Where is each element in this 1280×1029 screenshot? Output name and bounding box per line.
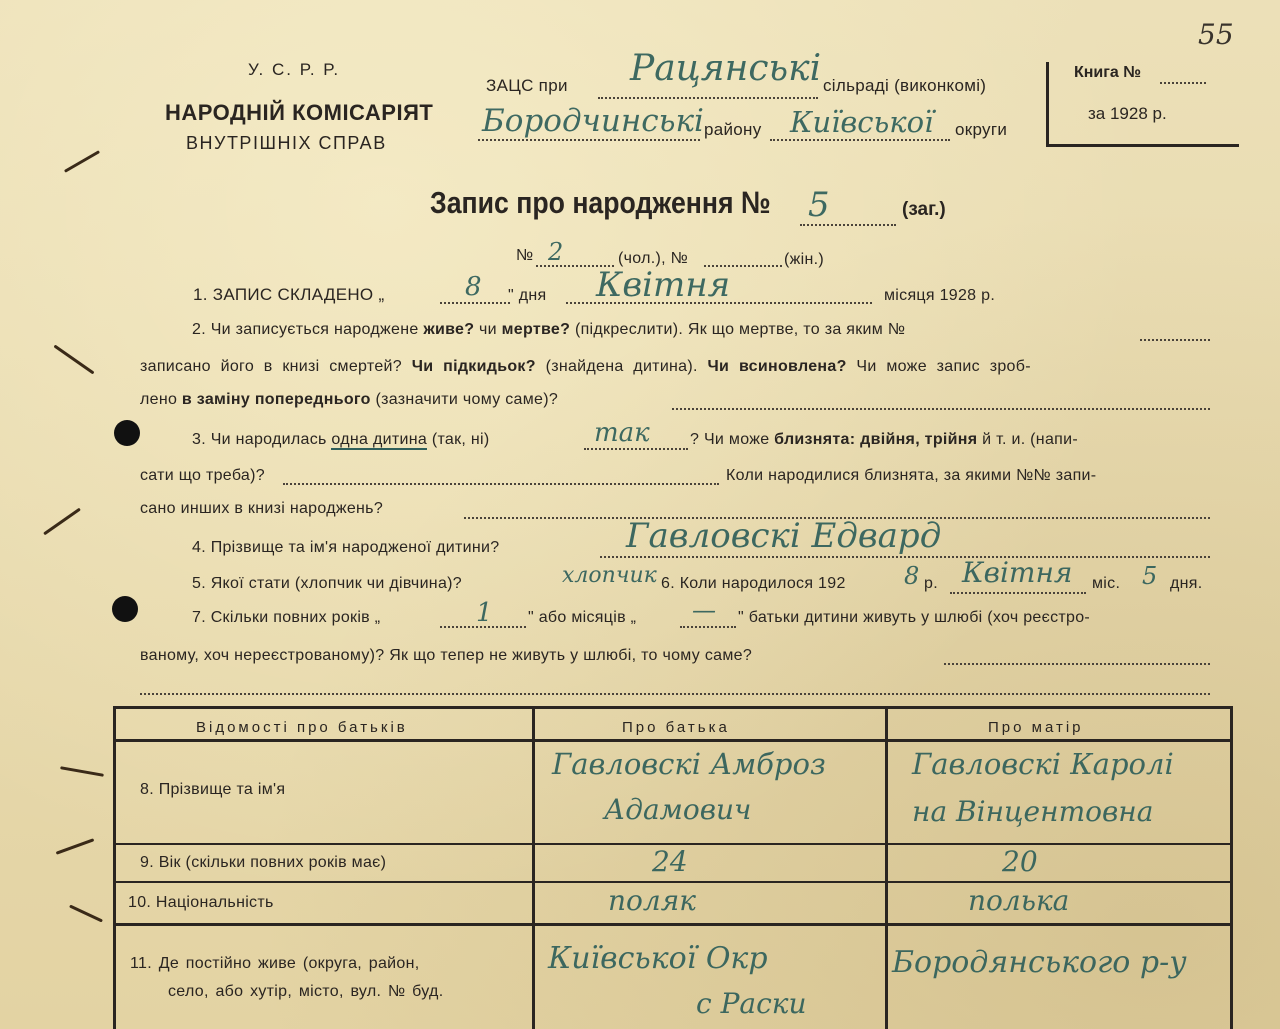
q7-line2-dotline <box>944 663 1210 665</box>
row-nationality-label: 10. Національність <box>128 894 274 911</box>
father-name-handwritten: Гавловскі Амброз <box>552 747 826 781</box>
paper-tear-6 <box>69 905 103 923</box>
q6-year-handwritten: 8 <box>904 562 920 590</box>
q5-answer-handwritten: хлопчик <box>562 563 657 588</box>
q2-text-h: Чи може запис зроб- <box>856 358 1031 375</box>
q6-year-suffix: р. <box>924 575 938 592</box>
mother-nationality-handwritten: полька <box>968 884 1070 917</box>
parents-info-table <box>113 706 1233 1029</box>
table-row-divider-2 <box>116 881 1230 883</box>
q7-line3-dotline <box>140 693 1210 695</box>
district-dotline <box>478 139 700 141</box>
q4-dotline <box>600 556 1210 558</box>
q7-text-a: 7. Скільки повних років „ <box>192 609 381 626</box>
q6-day-label: дня. <box>1170 575 1203 592</box>
book-number-dotline <box>1160 82 1206 84</box>
q1-label: 1. ЗАПИС СКЛАДЕНО „ <box>193 285 385 304</box>
q3-answer-handwritten: так <box>594 418 650 448</box>
q7-line2: ваному, хоч нереєстрованому)? Як що тепер не живуть у шлюбі, то чому саме? <box>140 647 753 664</box>
father-residence-handwritten-line2: с Раски <box>696 987 807 1020</box>
q3-line1-tail <box>690 431 1078 449</box>
table-col-divider-2 <box>885 709 888 1029</box>
paper-tear-1 <box>64 150 100 173</box>
q3-line3: сано инших в книзі народжень? <box>140 500 384 517</box>
table-row-divider-3 <box>116 923 1230 926</box>
q7-months-dotline <box>680 626 736 628</box>
q2-adopted: Чи всиновлена? <box>707 358 847 375</box>
row-name-label: 8. Прізвище та ім'я <box>140 781 286 798</box>
punch-hole-top <box>114 420 140 446</box>
table-header-divider <box>116 739 1230 742</box>
q6-label: 6. Коли народилося 192 <box>661 575 846 592</box>
father-name-handwritten-line2: Адамович <box>604 793 752 826</box>
table-header-parents: Відомості про батьків <box>196 719 408 736</box>
zags-prefix: ЗАЦС при <box>486 76 568 95</box>
q3-text-a: 3. Чи народилась <box>192 431 327 448</box>
book-label: Книга № <box>1074 64 1142 81</box>
q2-line3 <box>140 391 558 409</box>
commissariat-title: НАРОДНІЙ КОМІСАРІЯТ <box>165 100 434 125</box>
q3-twins: близнята: двійня, трійня <box>774 431 978 448</box>
q7-text-b: " або місяців „ <box>528 609 637 626</box>
table-header-mother: Про матір <box>988 719 1084 736</box>
q1-day-handwritten: 8 <box>465 272 482 302</box>
q3-text-c: (так, ні) <box>431 431 490 448</box>
q3-answer-dotline <box>584 448 688 450</box>
paper-tear-2 <box>53 345 94 375</box>
q2-text-j: (зазначити чому саме)? <box>375 391 559 408</box>
row-age-label: 9. Вік (скільки повних років має) <box>140 854 387 871</box>
q2-alive: живе? <box>423 321 475 338</box>
q7-years-handwritten: 1 <box>476 598 493 628</box>
q2-text-c: чи <box>479 321 497 338</box>
q3-text-f: й т. и. (напи- <box>982 431 1078 448</box>
mother-age-handwritten: 20 <box>1002 845 1038 878</box>
q7-months-handwritten: — <box>692 596 716 624</box>
okruha-handwritten: Київської <box>790 105 934 139</box>
father-age-handwritten: 24 <box>652 845 688 878</box>
row-residence-label-line2: село, або хутір, місто, вул. № буд. <box>168 983 444 1000</box>
q3-line1 <box>192 431 490 449</box>
mother-name-handwritten: Гавловскі Каролі <box>912 747 1174 781</box>
q6-month-handwritten: Квітня <box>962 556 1073 589</box>
q2-line1 <box>192 321 905 339</box>
male-no-label: № <box>516 247 534 264</box>
q4-answer-handwritten: Гавловскі Едвард <box>626 516 942 556</box>
male-no-handwritten: 2 <box>548 238 564 266</box>
table-col-divider-1 <box>532 709 535 1029</box>
paper-tear-3 <box>43 508 81 536</box>
commissariat-subtitle: ВНУТРІШНІХ СПРАВ <box>186 133 387 153</box>
record-number-suffix: (заг.) <box>902 199 946 220</box>
q1-month-handwritten: Квітня <box>596 265 731 305</box>
male-label: (чол.), № <box>618 250 689 267</box>
mother-residence-handwritten: Бородянського р-у <box>892 945 1187 980</box>
district-handwritten: Бородчинські <box>482 103 704 139</box>
okruha-dotline <box>770 139 950 141</box>
q3-line2-a: сати що треба)? <box>140 467 265 484</box>
q3-one-child: одна дитина <box>331 431 428 448</box>
district-suffix: району <box>704 120 762 139</box>
father-residence-handwritten: Київської Окр <box>548 941 768 976</box>
state-abbreviation: У. С. Р. Р. <box>248 60 341 79</box>
q2-text-f: записано його в книзі смертей? <box>140 358 402 375</box>
q4-label: 4. Прізвище та ім'я народженої дитини? <box>192 539 500 556</box>
paper-tear-4 <box>60 766 104 777</box>
village-council-handwritten: Рацянські <box>630 48 822 89</box>
q2-line2 <box>140 358 1031 376</box>
q3-text-d: ? Чи може <box>690 431 770 448</box>
q2-text-i: лено <box>140 391 178 408</box>
q3-line2-b: Коли народилися близнята, за якими №№ запи- <box>726 467 1097 484</box>
q2-text-g: (знайдена дитина). <box>545 358 698 375</box>
q6-day-handwritten: 5 <box>1142 562 1158 590</box>
q6-mis-label: міс. <box>1092 575 1121 592</box>
book-year: за 1928 р. <box>1088 104 1167 123</box>
record-title: Запис про народження № <box>430 185 771 220</box>
page-number-mark: 55 <box>1198 18 1234 51</box>
record-number-handwritten: 5 <box>808 185 830 225</box>
q2-replacement-dotline <box>672 408 1210 410</box>
q3-line2-dotline <box>283 483 719 485</box>
q2-dead: мертве? <box>501 321 571 338</box>
q2-text-e: (підкреслити). Як що мертве, то за яким № <box>574 321 906 338</box>
q1-day-dotline <box>440 302 510 304</box>
q1-tail: місяця 1928 р. <box>884 287 996 304</box>
q5-label: 5. Якої стати (хлопчик чи дівчина)? <box>192 575 462 592</box>
q1-day-label: " дня <box>508 287 547 304</box>
paper-tear-5 <box>56 838 95 854</box>
q2-foundling: Чи підкидьок? <box>411 358 536 375</box>
table-header-father: Про батька <box>622 719 730 736</box>
village-council-suffix: сільраді (виконкомі) <box>823 76 987 95</box>
q7-text-c: " батьки дитини живуть у шлюбі (хоч реєстро- <box>738 609 1091 626</box>
punch-hole-bottom <box>112 596 138 622</box>
mother-name-handwritten-line2: на Вінцентовна <box>912 795 1154 828</box>
female-label: (жін.) <box>784 251 824 268</box>
q6-month-dotline <box>950 592 1086 594</box>
village-council-dotline <box>598 97 818 99</box>
q2-text-a: 2. Чи записується народжене <box>192 321 419 338</box>
q2-death-no-dotline <box>1140 339 1210 341</box>
okruha-suffix: округи <box>955 120 1008 139</box>
row-residence-label: 11. Де постійно живе (округа, район, <box>130 955 420 972</box>
father-nationality-handwritten: поляк <box>608 884 696 917</box>
q2-replacement: в заміну попереднього <box>181 391 371 408</box>
